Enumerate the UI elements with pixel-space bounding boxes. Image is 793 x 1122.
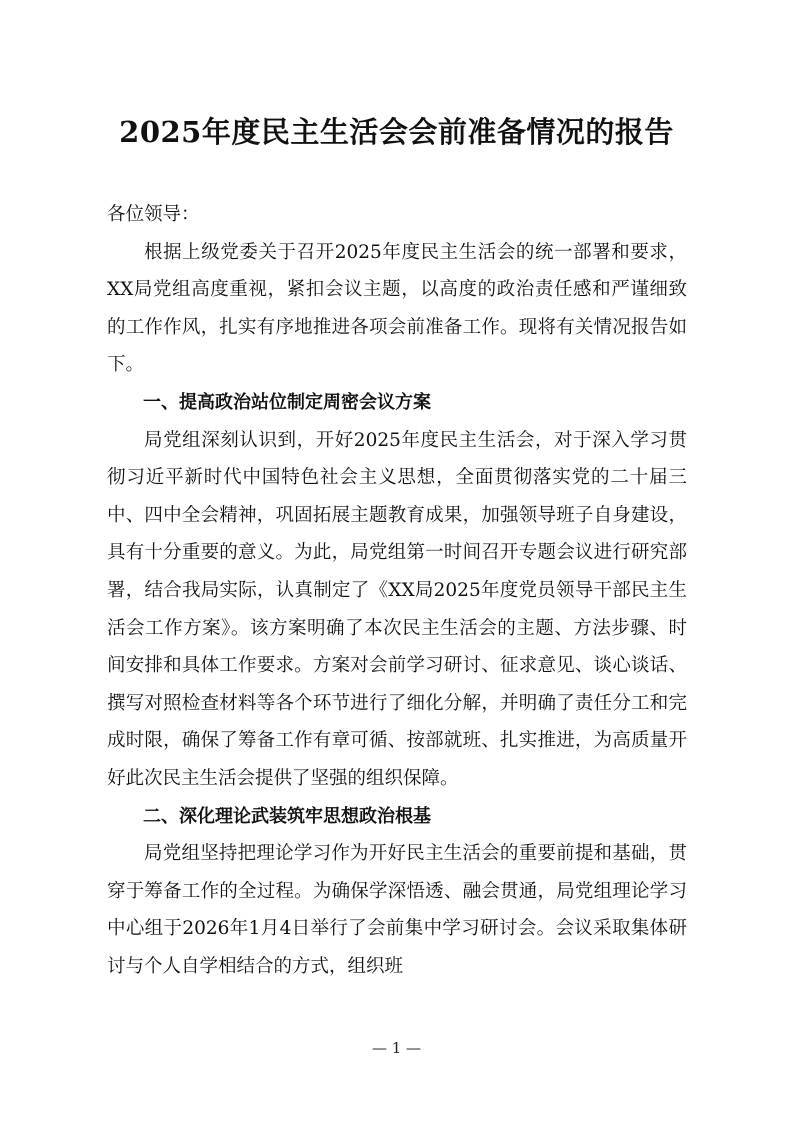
intro-paragraph: 根据上级党委关于召开2025年度民主生活会的统一部署和要求，XX局党组高度重视，紧扣会议主题，以高度的政治责任感和严谨细致的工作作风，扎实有序地推进各项会前准备工作。现将有关情况报告如下。 xyxy=(107,241,687,376)
page-number: — 1 — xyxy=(371,1039,422,1057)
section-heading-1: 一、提高政治站位制定周密会议方案 xyxy=(143,391,431,413)
document-body xyxy=(107,196,687,985)
document-title: 2025年度民主生活会会前准备情况的报告 xyxy=(119,115,674,149)
section-heading-2: 二、深化理论武装筑牢思想政治根基 xyxy=(143,805,431,827)
section-1-paragraph: 局党组深刻认识到，开好2025年度民主生活会，对于深入学习贯彻习近平新时代中国特色社会主义思想，全面贯彻落实党的二十届三中、四中全会精神，巩固拓展主题教育成果，加强领导班子自身建设，具有十分重要的意义。为此，局党组第一时间召开专题会议进行研究部署，结合我局实际，认真制定了《XX局2025年度党员领导干部民主生活会工作方案》。该方案明确了本次民主生活会的主题、方法步骤、时间安排和具体工作要求。方案对会前学习研讨、征求意见、谈心谈话、撰写对照检查材料等各个环节进行了细化分解，并明确了责任分工和完成时限，确保了筹备工作有章可循、按部就班、扎实推进，为高质量开好此次民主生活会提供了坚强的组织保障。 xyxy=(107,429,687,789)
section-2-paragraph: 局党组坚持把理论学习作为开好民主生活会的重要前提和基础，贯穿于筹备工作的全过程。为确保学深悟透、融会贯通，局党组理论学习中心组于2026年1月4日举行了会前集中学习研讨会。会议采取集体研讨与个人自学相结合的方式，组织班 xyxy=(107,843,687,977)
greeting: 各位领导： xyxy=(107,204,200,225)
